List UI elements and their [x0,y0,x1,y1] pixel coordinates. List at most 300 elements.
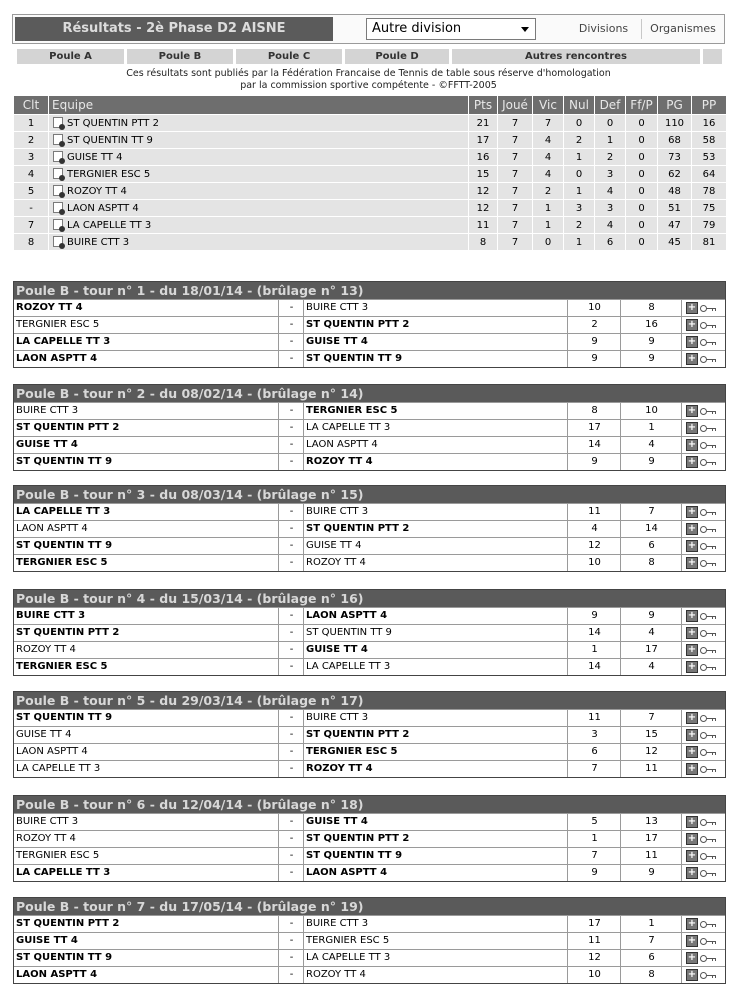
ranking-clt-cell: 4 [14,166,49,183]
away-score: 1 [620,420,682,436]
ranking-vic-cell: 4 [533,166,564,183]
match-actions [681,334,726,350]
plus-icon[interactable]: + [687,952,697,963]
away-score: 7 [620,710,682,726]
header-bar [12,14,725,44]
round-block [13,589,726,676]
col-joue: Joué [498,96,533,115]
away-score: 8 [620,300,682,316]
away-score: 7 [620,504,682,520]
away-score: 12 [620,744,682,760]
home-team: LAON ASPTT 4 [16,353,98,364]
home-score: 7 [567,848,621,864]
ranking-joue-cell: 7 [498,234,533,251]
away-score: 11 [620,761,682,777]
team-sheet-icon[interactable] [53,151,63,162]
homologation-notice [12,68,725,92]
match-row [14,503,725,520]
away-team: LAON ASPTT 4 [303,437,570,453]
key-icon-part [715,958,716,961]
team-name[interactable]: ST QUENTIN PTT 2 [67,118,159,129]
plus-icon[interactable]: + [687,319,697,330]
plus-icon[interactable]: + [687,935,697,946]
ranking-def-cell: 0 [595,115,626,132]
key-icon-part [712,342,713,345]
key-icon-part [712,445,713,448]
key-icon-part [712,633,713,636]
match-actions [681,351,726,367]
key-icon-part [712,546,713,549]
match-row [14,520,725,537]
key-icon-part [715,718,716,721]
away-team: BUIRE CTT 3 [303,300,570,316]
key-icon[interactable] [700,543,717,550]
ranking-pg-cell: 62 [658,166,692,183]
home-score: 17 [567,916,621,932]
plus-icon[interactable]: + [687,969,697,980]
match-actions [681,710,726,726]
ranking-pg-cell: 45 [658,234,692,251]
away-team: ST QUENTIN TT 9 [303,351,570,367]
ranking-row [14,166,727,183]
key-icon-part [712,563,713,566]
ranking-ffp-cell: 0 [626,217,658,234]
match-actions [681,642,726,658]
away-team: BUIRE CTT 3 [303,710,570,726]
plus-icon[interactable]: + [687,439,697,450]
key-icon[interactable] [700,442,717,449]
key-icon-part [715,822,716,825]
home-score: 12 [567,950,621,966]
ranking-clt-cell: 3 [14,149,49,166]
ranking-row [14,149,727,166]
team-sheet-icon[interactable] [53,134,63,145]
ranking-ffp-cell: 0 [626,149,658,166]
plus-icon[interactable]: + [687,336,697,347]
match-row [14,813,725,830]
key-icon-part [712,769,713,772]
key-icon-part [715,445,716,448]
match-actions [681,300,726,316]
ranking-pg-cell: 110 [658,115,692,132]
away-team: ROZOY TT 4 [303,555,570,571]
key-icon[interactable] [700,921,717,928]
key-icon-part [712,359,713,362]
home-score: 1 [567,831,621,847]
match-separator: - [278,351,304,367]
team-sheet-icon[interactable] [53,168,63,179]
key-icon-part [715,563,716,566]
home-team: ST QUENTIN PTT 2 [16,918,120,929]
home-score: 9 [567,454,621,470]
match-separator: - [278,334,304,350]
away-score: 10 [620,403,682,419]
away-team: ST QUENTIN PTT 2 [303,727,570,743]
match-row [14,402,725,419]
plus-icon[interactable]: + [687,729,697,740]
key-icon-part [715,667,716,670]
key-icon[interactable] [700,732,717,739]
ranking-team-cell [49,183,469,200]
team-sheet-icon[interactable] [53,236,63,247]
plus-icon[interactable]: + [687,867,697,878]
match-separator: - [278,727,304,743]
home-team: BUIRE CTT 3 [16,816,79,827]
away-score: 7 [620,933,682,949]
key-icon-part [715,462,716,465]
match-row [14,436,725,453]
away-team: ST QUENTIN PTT 2 [303,831,570,847]
match-actions [681,848,726,864]
match-row [14,641,725,658]
home-score: 7 [567,761,621,777]
key-icon[interactable] [700,955,717,962]
col-def: Def [595,96,626,115]
col-ffp: Ff/P [626,96,658,115]
plus-icon[interactable]: + [687,746,697,757]
ranking-vic-cell: 7 [533,115,564,132]
plus-icon[interactable]: + [687,833,697,844]
home-team: GUISE TT 4 [16,729,72,740]
plus-icon[interactable]: + [687,644,697,655]
match-separator: - [278,403,304,419]
away-team: LA CAPELLE TT 3 [303,659,570,675]
away-team: GUISE TT 4 [303,642,570,658]
home-team: ST QUENTIN PTT 2 [16,627,120,638]
key-icon[interactable] [700,853,717,860]
key-icon[interactable] [700,836,717,843]
ranking-def-cell: 6 [595,234,626,251]
col-vic: Vic [533,96,564,115]
match-actions [681,814,726,830]
round-title: Poule B - tour n° 5 - du 29/03/14 - (brûlage n° 17) [14,692,725,709]
key-icon-part [715,529,716,532]
match-row [14,453,725,470]
ranking-ffp-cell: 0 [626,115,658,132]
key-icon[interactable] [700,425,717,432]
match-row [14,709,725,726]
plus-icon[interactable]: + [687,456,697,467]
col-pp: PP [692,96,727,115]
ranking-def-cell: 4 [595,217,626,234]
plus-icon[interactable]: + [687,353,697,364]
match-actions [681,403,726,419]
ranking-clt-cell: - [14,200,49,217]
key-icon[interactable] [700,613,717,620]
key-icon-part [715,359,716,362]
home-team: ST QUENTIN TT 9 [16,540,113,551]
home-score: 9 [567,351,621,367]
match-separator: - [278,916,304,932]
key-icon-part [715,941,716,944]
home-score: 10 [567,300,621,316]
away-score: 17 [620,831,682,847]
key-icon[interactable] [700,509,717,516]
away-score: 8 [620,555,682,571]
home-team: TERGNIER ESC 5 [16,319,100,330]
plus-icon[interactable]: + [687,627,697,638]
home-score: 11 [567,933,621,949]
home-team: ST QUENTIN TT 9 [16,712,113,723]
organismes-link[interactable]: Organismes [650,22,716,35]
home-score: 9 [567,334,621,350]
divisions-link[interactable]: Divisions [578,22,629,35]
ranking-pp-cell: 79 [692,217,727,234]
ranking-def-cell: 4 [595,183,626,200]
tab-poule-a[interactable]: Poule A [17,49,124,64]
ranking-pp-cell: 75 [692,200,727,217]
round-block [13,795,726,882]
ranking-row [14,234,727,251]
ranking-team-cell [49,166,469,183]
match-row [14,607,725,624]
key-icon[interactable] [700,356,717,363]
key-icon[interactable] [700,938,717,945]
ranking-team-cell [49,115,469,132]
ranking-nul-cell: 1 [564,149,595,166]
plus-icon[interactable]: + [687,523,697,534]
ranking-clt-cell: 2 [14,132,49,149]
ranking-nul-cell: 0 [564,166,595,183]
away-score: 13 [620,814,682,830]
key-icon[interactable] [700,870,717,877]
round-block [13,897,726,984]
plus-icon[interactable]: + [687,816,697,827]
ranking-vic-cell: 2 [533,183,564,200]
ranking-pp-cell: 58 [692,132,727,149]
match-row [14,419,725,436]
away-team: ST QUENTIN TT 9 [303,848,570,864]
key-icon[interactable] [700,526,717,533]
match-actions [681,454,726,470]
division-select-value: Autre division [372,21,462,36]
key-icon-part [712,839,713,842]
ranking-pp-cell: 64 [692,166,727,183]
division-select[interactable] [366,18,536,40]
team-name[interactable]: ROZOY TT 4 [67,186,127,197]
match-actions [681,916,726,932]
ranking-ffp-cell: 0 [626,132,658,149]
team-sheet-icon[interactable] [53,219,63,230]
ranking-vic-cell: 1 [533,200,564,217]
col-nul: Nul [564,96,595,115]
team-sheet-icon[interactable] [53,117,63,128]
match-row [14,350,725,367]
key-icon-part [715,924,716,927]
key-icon-part [715,633,716,636]
key-icon-part [715,325,716,328]
home-team: LA CAPELLE TT 3 [16,506,111,517]
key-icon[interactable] [700,560,717,567]
key-icon-part [715,411,716,414]
key-icon-part [712,512,713,515]
home-score: 11 [567,504,621,520]
ranking-ffp-cell: 0 [626,183,658,200]
plus-icon[interactable]: + [687,763,697,774]
key-icon-part [715,650,716,653]
team-name[interactable]: LA CAPELLE TT 3 [67,220,152,231]
round-block [13,691,726,778]
match-separator: - [278,761,304,777]
ranking-ffp-cell: 0 [626,234,658,251]
tab-poule-b[interactable]: Poule B [127,49,233,64]
ranking-nul-cell: 2 [564,132,595,149]
away-team: GUISE TT 4 [303,814,570,830]
team-name[interactable]: TERGNIER ESC 5 [67,169,151,180]
away-score: 16 [620,317,682,333]
home-team: ROZOY TT 4 [16,833,76,844]
key-icon[interactable] [700,819,717,826]
ranking-row [14,132,727,149]
ranking-vic-cell: 0 [533,234,564,251]
plus-icon[interactable]: + [687,610,697,621]
plus-icon[interactable]: + [687,302,697,313]
team-name[interactable]: BUIRE CTT 3 [67,237,130,248]
match-separator: - [278,454,304,470]
tab-poule-d[interactable]: Poule D [345,49,449,64]
away-team: GUISE TT 4 [303,538,570,554]
ranking-def-cell: 1 [595,132,626,149]
home-score: 11 [567,710,621,726]
key-icon-part [715,512,716,515]
ranking-joue-cell: 7 [498,166,533,183]
home-score: 6 [567,744,621,760]
match-row [14,932,725,949]
match-separator: - [278,814,304,830]
match-row [14,966,725,983]
plus-icon[interactable]: + [687,506,697,517]
team-name[interactable]: LAON ASPTT 4 [67,203,139,214]
match-separator: - [278,865,304,881]
team-sheet-icon[interactable] [53,185,63,196]
plus-icon[interactable]: + [687,540,697,551]
key-icon-part [715,752,716,755]
page-title: Résultats - 2è Phase D2 AISNE [15,17,333,41]
key-icon[interactable] [700,972,717,979]
key-icon[interactable] [700,305,717,312]
plus-icon[interactable]: + [687,712,697,723]
match-separator: - [278,538,304,554]
ranking-joue-cell: 7 [498,149,533,166]
key-icon[interactable] [700,408,717,415]
ranking-clt-cell: 1 [14,115,49,132]
match-row [14,537,725,554]
home-score: 10 [567,967,621,983]
tab-spacer [703,49,722,64]
plus-icon[interactable]: + [687,918,697,929]
ranking-team-cell [49,149,469,166]
key-icon-part [715,975,716,978]
match-separator: - [278,317,304,333]
key-icon[interactable] [700,715,717,722]
home-team: ROZOY TT 4 [16,302,83,313]
round-title: Poule B - tour n° 4 - du 15/03/14 - (brûlage n° 16) [14,590,725,607]
ranking-vic-cell: 4 [533,149,564,166]
home-team: ST QUENTIN TT 9 [16,952,113,963]
key-icon[interactable] [700,766,717,773]
key-icon[interactable] [700,664,717,671]
team-name[interactable]: GUISE TT 4 [67,152,123,163]
match-separator: - [278,950,304,966]
away-team: LA CAPELLE TT 3 [303,950,570,966]
key-icon-part [715,428,716,431]
plus-icon[interactable]: + [687,661,697,672]
match-row [14,658,725,675]
match-actions [681,831,726,847]
plus-icon[interactable]: + [687,557,697,568]
ranking-joue-cell: 7 [498,183,533,200]
away-team: LAON ASPTT 4 [303,608,570,624]
key-icon[interactable] [700,630,717,637]
ranking-pts-cell: 17 [469,132,498,149]
match-actions [681,625,726,641]
match-actions [681,555,726,571]
match-actions [681,865,726,881]
match-actions [681,950,726,966]
key-icon[interactable] [700,647,717,654]
key-icon-part [715,546,716,549]
plus-icon[interactable]: + [687,850,697,861]
key-icon-part [712,856,713,859]
away-team: ROZOY TT 4 [303,967,570,983]
home-team: LA CAPELLE TT 3 [16,867,111,878]
ranking-pts-cell: 21 [469,115,498,132]
team-sheet-icon[interactable] [53,202,63,213]
key-icon[interactable] [700,339,717,346]
match-actions [681,744,726,760]
away-team: ST QUENTIN PTT 2 [303,521,570,537]
away-score: 9 [620,608,682,624]
plus-icon[interactable]: + [687,405,697,416]
round-block [13,384,726,471]
key-icon-part [712,718,713,721]
ranking-nul-cell: 1 [564,234,595,251]
plus-icon[interactable]: + [687,422,697,433]
home-score: 9 [567,865,621,881]
match-actions [681,608,726,624]
key-icon-part [712,308,713,311]
away-team: BUIRE CTT 3 [303,504,570,520]
ranking-joue-cell: 7 [498,217,533,234]
ranking-def-cell: 2 [595,149,626,166]
away-score: 11 [620,848,682,864]
key-icon-part [715,856,716,859]
tab-autres-rencontres[interactable]: Autres rencontres [452,49,700,64]
match-actions [681,933,726,949]
key-icon-part [712,616,713,619]
tab-poule-c[interactable]: Poule C [236,49,342,64]
ranking-pg-cell: 51 [658,200,692,217]
notice-line-1: Ces résultats sont publiés par la Fédération Francaise de Tennis de table sous réserve d'homologation [126,68,611,79]
col-equipe: Equipe [49,96,469,115]
key-icon[interactable] [700,749,717,756]
ranking-pg-cell: 73 [658,149,692,166]
home-team: GUISE TT 4 [16,935,78,946]
key-icon-part [712,462,713,465]
key-icon[interactable] [700,459,717,466]
ranking-ffp-cell: 0 [626,166,658,183]
away-team: ST QUENTIN PTT 2 [303,317,570,333]
round-block [13,281,726,368]
home-team: TERGNIER ESC 5 [16,557,108,568]
home-team: ROZOY TT 4 [16,644,76,655]
key-icon-part [712,975,713,978]
key-icon[interactable] [700,322,717,329]
away-team: ROZOY TT 4 [303,761,570,777]
team-name[interactable]: ST QUENTIN TT 9 [67,135,153,146]
key-icon-part [715,839,716,842]
key-icon-part [712,650,713,653]
